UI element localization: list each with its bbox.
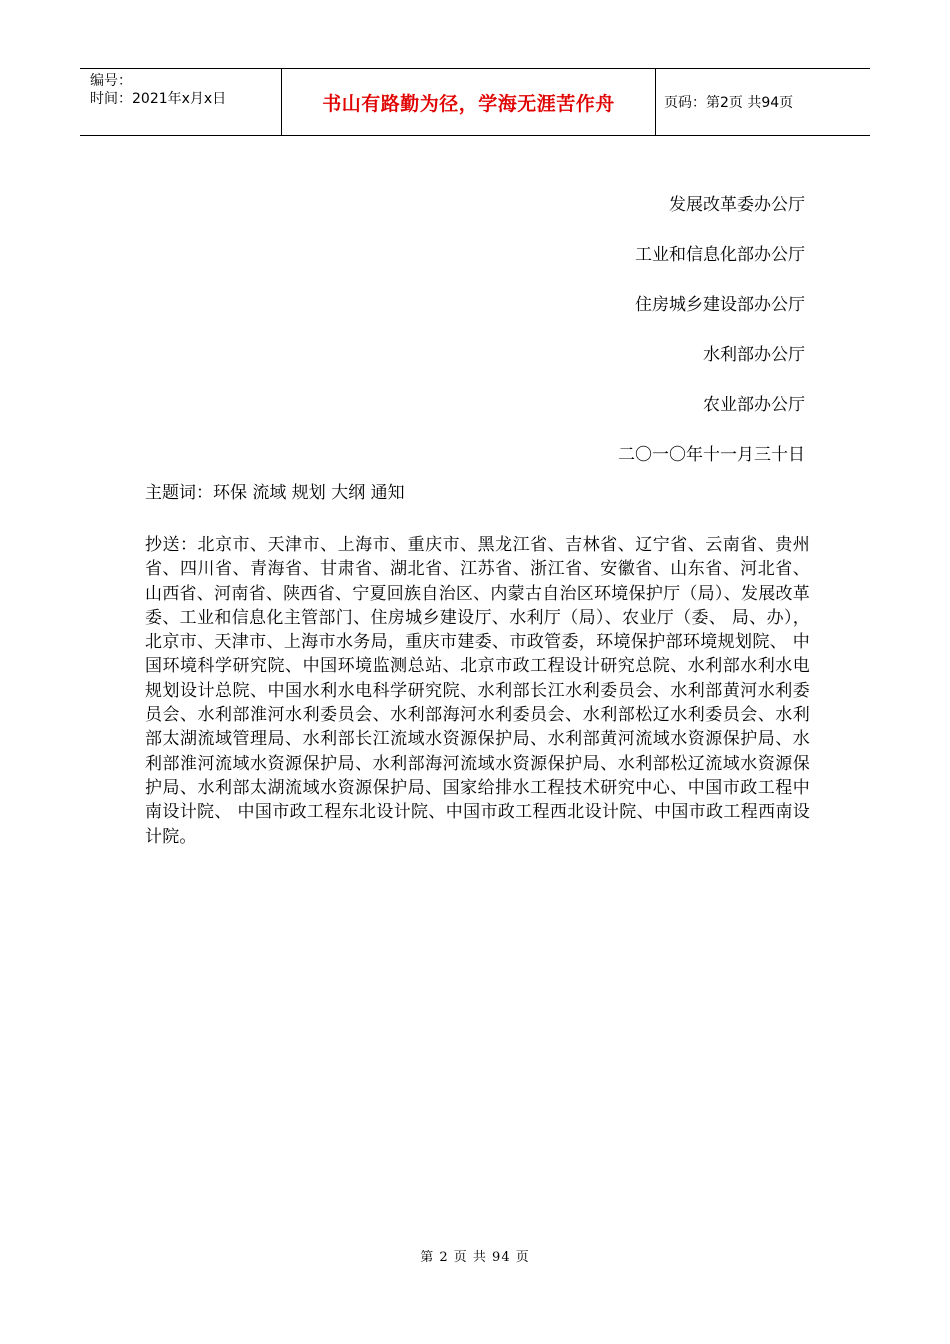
document-number-label: 编号： — [90, 73, 132, 89]
header-motto: 书山有路勤为径，学海无涯苦作舟 — [322, 92, 615, 115]
cc-distribution-list: 抄送：北京市、天津市、上海市、重庆市、黑龙江省、吉林省、辽宁省、云南省、贵州省、四川省、青海省、甘肃省、湖北省、江苏省、浙江省、安徽省、山东省、河北省、山西省、河南省、陕西省、宁夏回族自治区、内蒙古自治区环境保护厅（局）、发展改革委、工业和信息化主管部门、住房城乡建设厅、水利厅（局）、农业厅（委、 局、办），北京市、天津市、上海市水务局，重庆市建委、市政管委，环境保护部环境规划院、 中国环境科学研究院、中国环境监测总站、北京市政工程设计研究总院、水利部水利水电规划设计总院、中国水利水电科学研究院、水利部长江水利委员会、水利部黄河水利委员会、水利部淮河水利委员会、水利部海河水利委员会、水利部松辽水利委员会、水利部太湖流域管理局、水利部长江流域水资源保护局、水利部黄河流域水资源保护局、水利部淮河流域水资源保护局、水利部海河流域水资源保护局、水利部松辽流域水资源保护局、水利部太湖流域水资源保护局、国家给排水工程技术研究中心、中国市政工程中南设计院、 中国市政工程东北设计院、中国市政工程西北设计院、中国市政工程西南设计院。 — [145, 535, 810, 847]
header-table — [80, 68, 870, 136]
issuer-ndrc: 发展改革委办公厅 — [669, 195, 805, 215]
header-meta-cell — [80, 69, 282, 135]
issuer-miit: 工业和信息化部办公厅 — [635, 245, 805, 265]
header-page-info: 页码：第2页 共94页 — [664, 95, 794, 111]
document-time-label: 时间：2021年x月x日 — [90, 91, 227, 107]
issuer-signature-block — [618, 180, 805, 480]
issuer-moa: 农业部办公厅 — [703, 395, 805, 415]
issue-date: 二〇一〇年十一月三十日 — [618, 445, 805, 465]
issuer-mohurd: 住房城乡建设部办公厅 — [635, 295, 805, 315]
subject-keywords: 主题词：环保 流域 规划 大纲 通知 — [145, 483, 405, 503]
header-page-cell — [656, 69, 870, 135]
page-footer: 第 2 页 共 94 页 — [420, 1250, 530, 1265]
header-motto-cell — [282, 69, 656, 135]
issuer-mwr: 水利部办公厅 — [703, 345, 805, 365]
